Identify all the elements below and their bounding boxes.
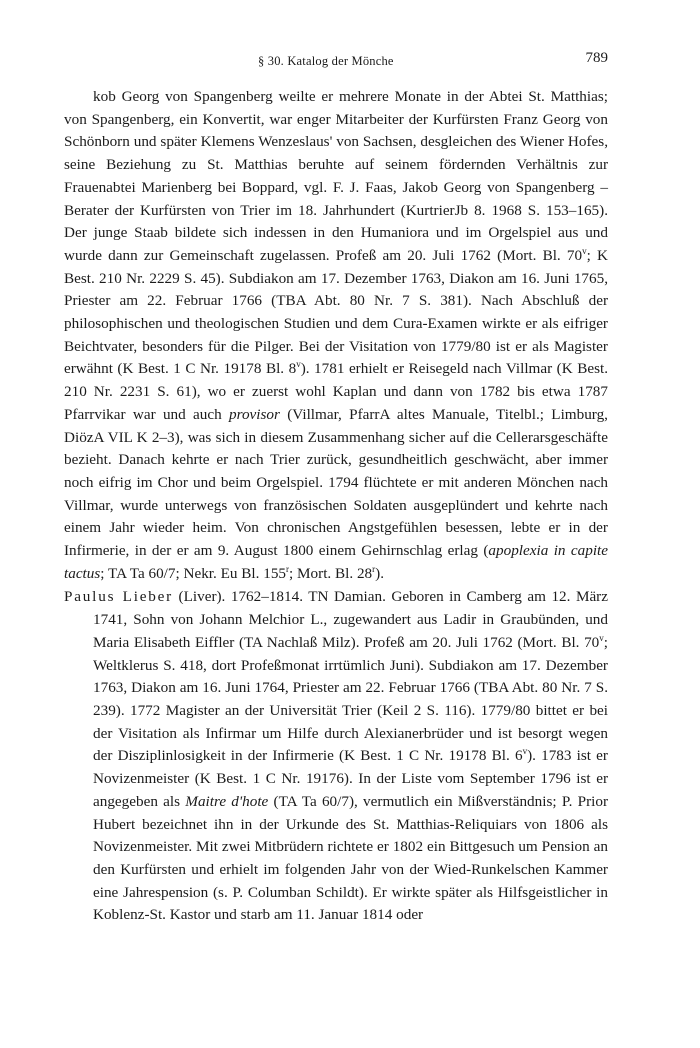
entry-name: Paulus Lieber xyxy=(64,588,174,606)
page-number: 789 xyxy=(585,50,608,66)
body-text xyxy=(64,86,608,927)
french-term: Maitre d'hote xyxy=(185,792,269,810)
latin-phrase: apoplexia in capite tactus xyxy=(64,542,608,582)
entry-continuation-paragraph: kob Georg von Spangenberg weilte er mehrere Monate in der Abtei St. Matthias; von Spangenberg, ein Konvertit, war enger Mitarbeiter der Kurfürsten Franz Georg von Schönborn und später Klemens Wenzeslaus' von Sachsen, desgleichen des Wiener Hofes, seine Beziehung zu St. Matthias beruhte auf seinem fördernden Verhältnis zur Frauenabtei Marienberg bei Boppard, vgl. F. J. Faas, Jakob Georg von Spangenberg – Berater der Kurfürsten von Trier im 18. Jahrhundert (KurtrierJb 8. 1968 S. 153–165). Der junge Staab bildete sich indessen in den Humaniora und im Orgelspiel aus und wurde dann zur Gemeinschaft zugelassen. Profeß am 20. Juli 1762 (Mort. Bl. 70$^v$; K Best. 210 Nr. 2229 S. 45). Subdiakon am 17. Dezember 1763, Diakon am 16. Juni 1765, Priester am 22. Februar 1766 (TBA Abt. 80 Nr. 7 S. 381). Nach Abschluß der philosophischen und theologischen Studien und dem Cura-Examen wirkte er als eifriger Beichtvater, besonders für die Pilger. Bei der Visitation von 1779/80 ist er als Magister erwähnt (K Best. 1 C Nr. 19178 Bl. 8$^v$). 1781 erhielt er Reisegeld nach Villmar (K Best. 210 Nr. 2231 S. 61), wo er zuerst wohl Kaplan und dann von 1782 bis etwa 1787 Pfarrvikar war und auch provisor (Villmar, PfarrA altes Manuale, Titelbl.; Limburg, DiözA VIL K 2–3), was sich in diesem Zusammenhang sicher auf die Cellerarsgeschäfte bezieht. Danach kehrte er nach Trier zurück, gesundheitlich geschwächt, aber immer noch eifrig im Chor und beim Orgelspiel. 1794 flüchtete er mit anderen Mönchen nach Villmar, wurde unterwegs von französischen Soldaten ausgeplündert und kehrte nach einem Jahr wieder heim. Von chronischen Angstgefühlen besessen, lebte er in der Infirmerie, in der er am 9. August 1800 einem Gehirnschlag erlag (apoplexia in capite tactus; TA Ta 60/7; Nekr. Eu Bl. 155$^r$; Mort. Bl. 28$^r$). xyxy=(64,88,608,582)
monk-entry-paragraph: Paulus Lieber (Liver). 1762–1814. TN Damian. Geboren in Camberg am 12. März 1741, Sohn von Johann Melchior L., zugewandert aus Ladir in Graubünden, und Maria Elisabeth Eiffler (TA Nachlaß Milz). Profeß am 20. Juli 1762 (Mort. Bl. 70$^v$; Weltklerus S. 418, dort Profeßmonat irrtümlich Juni). Subdiakon am 17. Dezember 1763, Diakon am 16. Juni 1764, Priester am 22. Februar 1766 (TBA Abt. 80 Nr. 7 S. 239). 1772 Magister an der Universität Trier (Keil 2 S. 116). 1779/80 bittet er bei der Visitation als Infirmar um Hilfe durch Alexianerbrüder und ist besorgt wegen der Disziplinlosigkeit in der Infirmerie (K Best. 1 C Nr. 19178 Bl. 6$^v$). 1783 ist er Novizenmeister (K Best. 1 C Nr. 19176). In der Liste vom September 1796 ist er angegeben als Maitre d'hote (TA Ta 60/7), vermutlich ein Mißverständnis; P. Prior Hubert bezeichnet ihn in der Urkunde des St. Matthias-Reliquiars von 1806 als Novizenmeister. Mit zwei Mitbrüdern richtete er 1802 ein Bittgesuch um Pension an den Kurfürsten und erhielt im folgenden Jahr von der Wied-Runkelschen Kammer eine Jahrespension (s. P. Columban Schildt). Er wirkte später als Hilfsgeistlicher in Koblenz-St. Kastor und starb am 11. Januar 1814 oder xyxy=(64,588,609,924)
running-head: § 30. Katalog der Mönche xyxy=(258,54,394,68)
latin-term: provisor xyxy=(229,405,280,423)
page-header xyxy=(0,50,700,72)
